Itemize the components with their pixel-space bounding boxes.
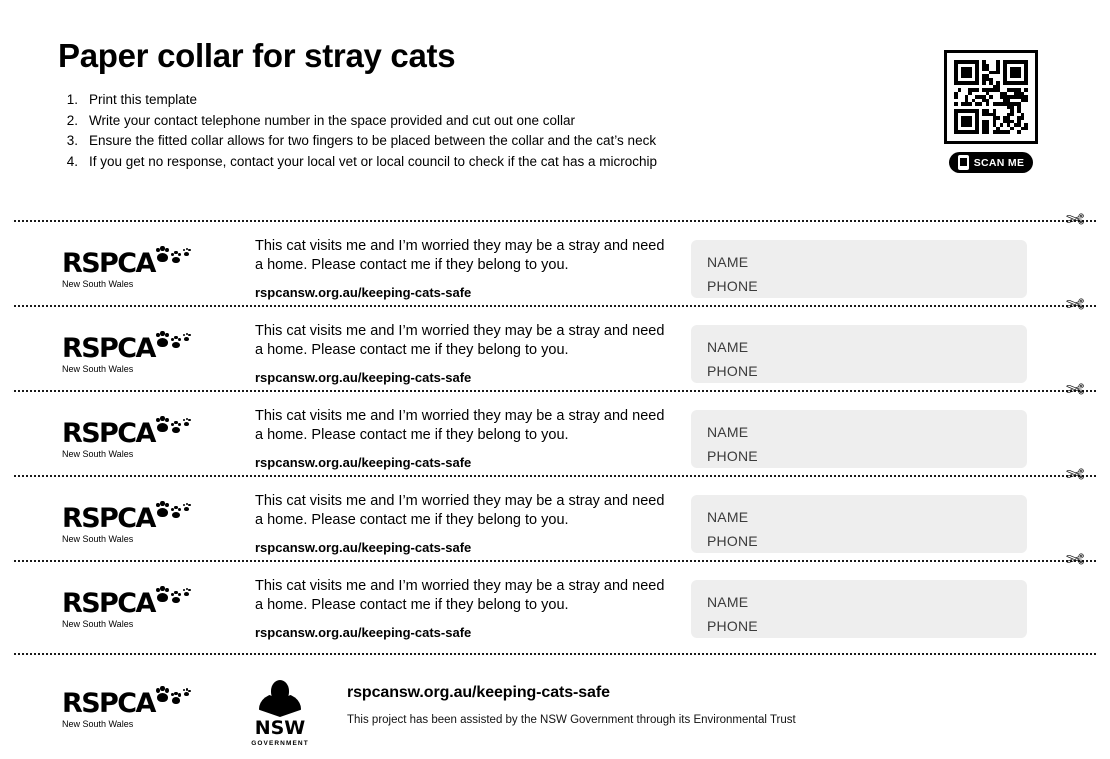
rspca-wordmark: RSPCA bbox=[62, 332, 155, 364]
rspca-logo bbox=[52, 332, 237, 374]
instruction-number: 1. bbox=[66, 92, 78, 108]
collar-url[interactable]: rspcansw.org.au/keeping-cats-safe bbox=[255, 370, 472, 386]
qr-code-icon[interactable] bbox=[944, 50, 1038, 144]
cut-line bbox=[14, 207, 1096, 232]
rspca-state-label: New South Wales bbox=[62, 618, 134, 629]
instruction-text: Write your contact telephone number in the space provided and cut out one collar bbox=[89, 112, 576, 128]
nsw-label: NSW bbox=[254, 717, 306, 739]
paw-prints-icon bbox=[157, 417, 191, 437]
instruction-number: 2. bbox=[66, 112, 78, 128]
collar-url[interactable]: rspcansw.org.au/keeping-cats-safe bbox=[255, 625, 472, 641]
scissors-icon: ✄ bbox=[1065, 462, 1084, 487]
collar-strip bbox=[52, 488, 1062, 560]
collar-message-block bbox=[237, 322, 675, 386]
instruction-item bbox=[58, 111, 938, 132]
paw-prints-icon bbox=[157, 247, 191, 267]
cut-line bbox=[14, 653, 1096, 655]
page-title: Paper collar for stray cats bbox=[58, 37, 456, 74]
nsw-government-label: GOVERNMENT bbox=[251, 740, 309, 747]
instruction-number: 4. bbox=[66, 153, 78, 169]
rspca-logo-footer bbox=[52, 690, 237, 729]
instructions-list bbox=[58, 90, 938, 172]
collar-message-block bbox=[237, 237, 675, 301]
paw-prints-icon bbox=[157, 687, 191, 707]
contact-fields[interactable] bbox=[691, 240, 1027, 298]
rspca-state-label: New South Wales bbox=[62, 278, 134, 289]
phone-field-label: PHONE bbox=[707, 618, 758, 635]
name-field-label: NAME bbox=[707, 339, 749, 355]
collar-strip bbox=[52, 573, 1062, 645]
collar-strip bbox=[52, 233, 1062, 305]
name-field-label: NAME bbox=[707, 509, 749, 525]
collar-strip bbox=[52, 318, 1062, 390]
instruction-text: Ensure the fitted collar allows for two fingers to be placed between the collar and the cat’s neck bbox=[89, 133, 657, 149]
qr-code-block[interactable] bbox=[944, 50, 1038, 173]
instruction-number: 3. bbox=[66, 133, 78, 149]
name-field-label: NAME bbox=[707, 254, 749, 270]
rspca-logo bbox=[52, 587, 237, 629]
rspca-state-label: New South Wales bbox=[62, 448, 134, 459]
contact-fields[interactable] bbox=[691, 495, 1027, 553]
paw-prints-icon bbox=[157, 332, 191, 352]
collar-message-block bbox=[237, 492, 675, 556]
name-field-label: NAME bbox=[707, 594, 749, 610]
instruction-item bbox=[58, 131, 938, 152]
collar-url[interactable]: rspcansw.org.au/keeping-cats-safe bbox=[255, 540, 472, 556]
scissors-icon: ✄ bbox=[1065, 292, 1084, 317]
rspca-state-label: New South Wales bbox=[62, 363, 134, 374]
instruction-text: Print this template bbox=[89, 92, 198, 108]
scan-me-badge bbox=[949, 152, 1034, 173]
rspca-state-label: New South Wales bbox=[62, 533, 134, 544]
rspca-wordmark: RSPCA bbox=[62, 417, 155, 449]
collar-message: This cat visits me and I’m worried they may be a stray and need a home. Please contact me if they belong to you. bbox=[255, 492, 665, 528]
nsw-government-logo bbox=[237, 680, 323, 747]
collar-message: This cat visits me and I’m worried they may be a stray and need a home. Please contact me if they belong to you. bbox=[255, 407, 665, 443]
scan-me-label: SCAN ME bbox=[973, 156, 1025, 169]
collar-message: This cat visits me and I’m worried they may be a stray and need a home. Please contact me if they belong to you. bbox=[255, 322, 665, 358]
collar-message: This cat visits me and I’m worried they may be a stray and need a home. Please contact me if they belong to you. bbox=[255, 577, 665, 613]
contact-fields[interactable] bbox=[691, 325, 1027, 383]
paw-prints-icon bbox=[157, 587, 191, 607]
rspca-wordmark: RSPCA bbox=[62, 247, 155, 279]
collar-strip bbox=[52, 403, 1062, 475]
rspca-logo bbox=[52, 502, 237, 544]
rspca-wordmark: RSPCA bbox=[62, 587, 155, 619]
phone-field-label: PHONE bbox=[707, 533, 758, 550]
footer-url[interactable]: rspcansw.org.au/keeping-cats-safe bbox=[347, 684, 610, 701]
scissors-icon: ✄ bbox=[1065, 547, 1084, 572]
paw-prints-icon bbox=[157, 502, 191, 522]
rspca-logo bbox=[52, 247, 237, 289]
contact-fields[interactable] bbox=[691, 580, 1027, 638]
phone-field-label: PHONE bbox=[707, 448, 758, 465]
footer-note: This project has been assisted by the NSW Government through its Environmental Trust bbox=[347, 714, 796, 726]
document-footer bbox=[52, 676, 1062, 747]
rspca-logo bbox=[52, 417, 237, 459]
scissors-icon: ✄ bbox=[1065, 377, 1084, 402]
collar-url[interactable]: rspcansw.org.au/keeping-cats-safe bbox=[255, 285, 472, 301]
instruction-item bbox=[58, 90, 938, 111]
phone-field-label: PHONE bbox=[707, 278, 758, 295]
instruction-text: If you get no response, contact your local vet or local council to check if the cat has a microchip bbox=[89, 153, 658, 169]
document-header bbox=[58, 38, 938, 172]
rspca-state-label: New South Wales bbox=[62, 719, 134, 729]
footer-text-block bbox=[347, 676, 796, 726]
collar-url[interactable]: rspcansw.org.au/keeping-cats-safe bbox=[255, 455, 472, 471]
rspca-wordmark: RSPCA bbox=[62, 688, 155, 719]
rspca-wordmark: RSPCA bbox=[62, 502, 155, 534]
nsw-waratah-icon bbox=[259, 680, 301, 718]
collar-message-block bbox=[237, 407, 675, 471]
instruction-item bbox=[58, 152, 938, 173]
mobile-phone-icon bbox=[958, 155, 969, 170]
phone-field-label: PHONE bbox=[707, 363, 758, 380]
collar-message: This cat visits me and I’m worried they may be a stray and need a home. Please contact me if they belong to you. bbox=[255, 237, 665, 273]
contact-fields[interactable] bbox=[691, 410, 1027, 468]
collar-message-block bbox=[237, 577, 675, 641]
name-field-label: NAME bbox=[707, 424, 749, 440]
scissors-icon: ✄ bbox=[1065, 207, 1084, 232]
